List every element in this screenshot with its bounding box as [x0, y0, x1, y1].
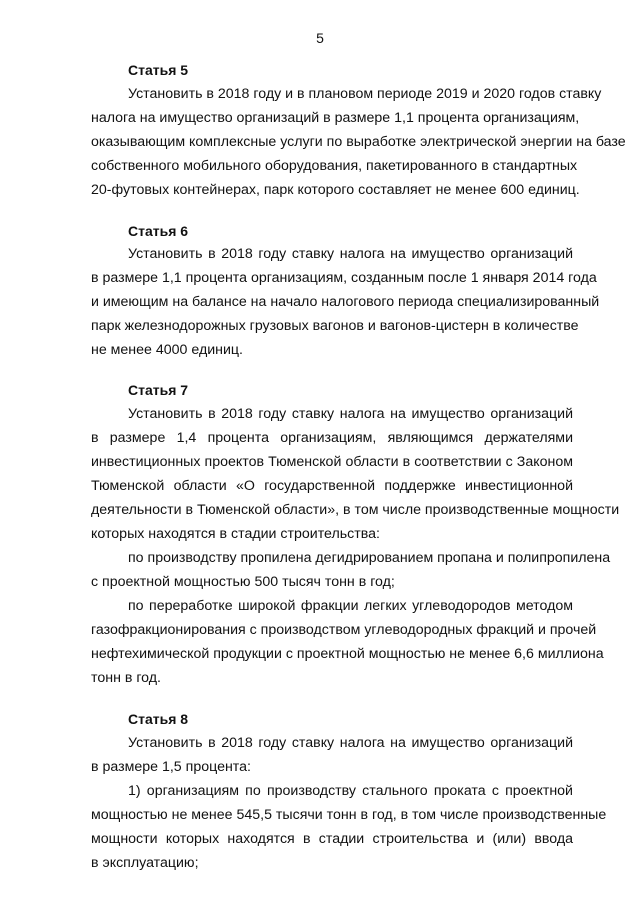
article-6-line-3: и имеющим на балансе на начало налогового периода специализированный: [91, 294, 600, 310]
article-7-line-12: тонн в год.: [91, 670, 161, 686]
article-6-line-5: не менее 4000 единиц.: [91, 342, 243, 358]
article-7-line-1: Установить в 2018 году ставку налога на имущество организаций: [128, 406, 573, 422]
article-5-line-5: 20-футовых контейнерах, парк которого составляет не менее 600 единиц.: [91, 182, 580, 198]
article-8-line-6: в эксплуатацию;: [91, 855, 199, 871]
article-7-line-9: по переработке широкой фракции легких углеводородов методом: [128, 598, 573, 614]
article-8-line-4: мощностью не менее 545,5 тысячи тонн в год, в том числе производственные: [91, 807, 607, 823]
article-5-line-4: собственного мобильного оборудования, пакетированного в стандартных: [91, 158, 578, 174]
article-5-line-2: налога на имущество организаций в размере 1,1 процента организациям,: [91, 110, 580, 126]
article-6-line-4: парк железнодорожных грузовых вагонов и вагонов-цистерн в количестве: [91, 318, 579, 334]
article-5-line-3: оказывающим комплексные услуги по выработке электрической энергии на базе: [91, 134, 626, 150]
article-7-line-3: инвестиционных проектов Тюменской области в соответствии с Законом: [91, 454, 573, 470]
article-7-line-7: по производству пропилена дегидрированием пропана и полипропилена: [128, 550, 611, 566]
article-6-line-1: Установить в 2018 году ставку налога на имущество организаций: [128, 246, 573, 262]
article-7-line-11: нефтехимической продукции с проектной мощностью не менее 6,6 миллиона: [91, 646, 604, 662]
article-8-heading: Статья 8: [128, 711, 189, 727]
article-7-line-4: Тюменской области «О государственной поддержке инвестиционной: [91, 478, 573, 494]
article-7-line-2: в размере 1,4 процента организациям, являющимся держателями: [91, 430, 573, 446]
article-7-heading: Статья 7: [128, 382, 189, 398]
article-8-line-3: 1) организациям по производству стального проката с проектной: [128, 783, 573, 799]
article-8-line-1: Установить в 2018 году ставку налога на имущество организаций: [128, 735, 573, 751]
article-7-line-5: деятельности в Тюменской области», в том числе производственные мощности: [91, 502, 620, 518]
article-8-line-5: мощности которых находятся в стадии строительства и (или) ввода: [91, 831, 573, 847]
page-number: 5: [316, 30, 324, 46]
article-8-line-2: в размере 1,5 процента:: [91, 759, 251, 775]
article-5-heading: Статья 5: [128, 62, 189, 78]
article-7-line-8: с проектной мощностью 500 тысяч тонн в год;: [91, 574, 395, 590]
article-6-line-2: в размере 1,1 процента организациям, созданным после 1 января 2014 года: [91, 270, 597, 286]
article-5-line-1: Установить в 2018 году и в плановом периоде 2019 и 2020 годов ставку: [128, 86, 602, 102]
article-6-heading: Статья 6: [128, 223, 189, 239]
article-7-line-6: которых находятся в стадии строительства:: [91, 526, 380, 542]
article-7-line-10: газофракционирования с производством углеводородных фракций и прочей: [91, 622, 597, 638]
